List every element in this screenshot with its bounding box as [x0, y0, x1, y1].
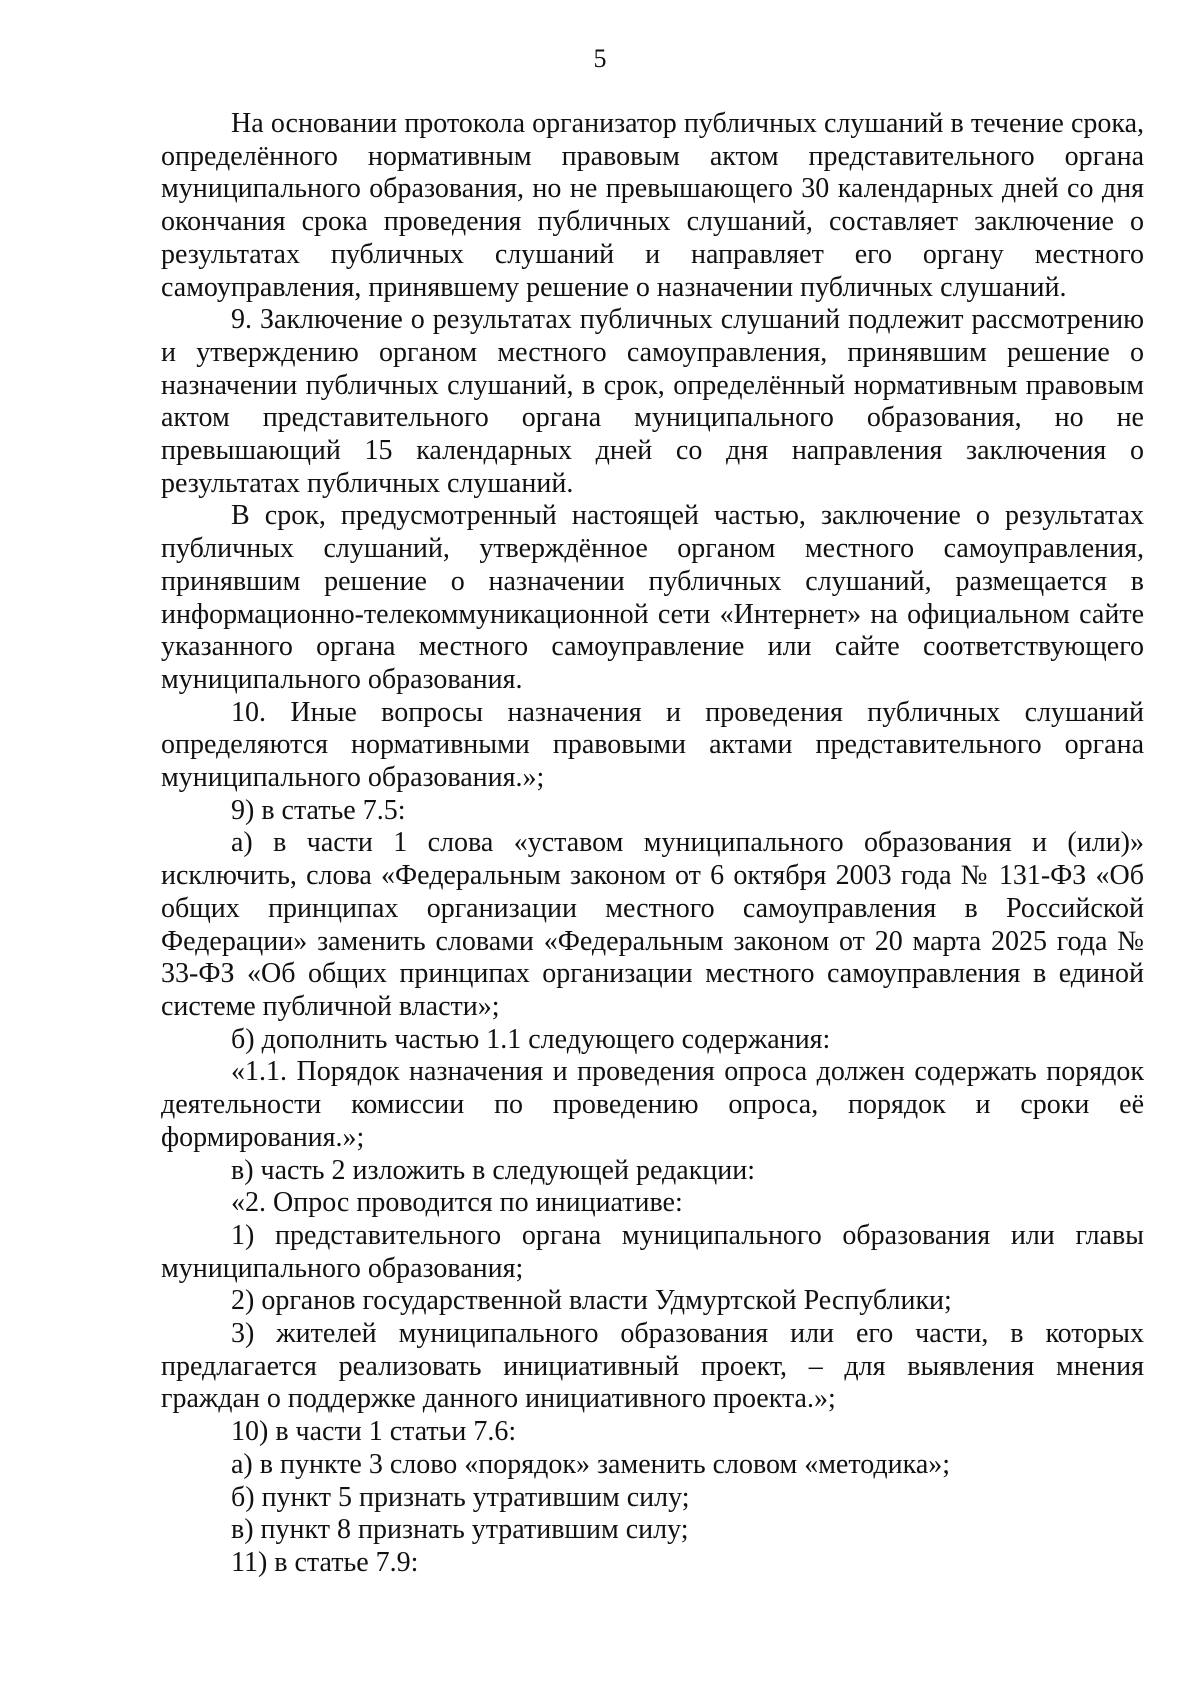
- paragraph-article-7-6-a: а) в пункте 3 слово «порядок» заменить словом «методика»;: [231, 1448, 951, 1480]
- paragraph-part-2-item-2: 2) органов государственной власти Удмуртской Республики;: [231, 1285, 952, 1317]
- paragraph-article-7-6: 10) в части 1 статьи 7.6:: [231, 1416, 517, 1448]
- paragraph-article-7-5: 9) в статье 7.5:: [231, 794, 406, 826]
- paragraph-article-7-5-b: б) дополнить частью 1.1 следующего содержания:: [231, 1023, 831, 1055]
- paragraph-part-2-item-1: 1) представительного органа муниципального образования или главы муниципального образования;: [161, 1219, 1144, 1284]
- paragraph-part-1-1: «1.1. Порядок назначения и проведения опроса должен содержать порядок деятельности комиссии по проведению опроса, порядок и сроки её формирования.»;: [161, 1056, 1144, 1153]
- paragraph-article-7-5-v: в) часть 2 изложить в следующей редакции:: [231, 1154, 756, 1186]
- paragraph-protocol-conclusion: На основании протокола организатор публичных слушаний в течение срока, определённого нормативным правовым актом представительного органа муниципального образования, но не превышающего 30 календарных дней со дня окончания срока проведения публичных слушаний, составляет заключение о результатах публичных слушаний и направляет его органу местного самоуправления, принявшему решение о назначении публичных слушаний.: [161, 108, 1144, 303]
- paragraph-part-2: «2. Опрос проводится по инициативе:: [231, 1187, 683, 1219]
- paragraph-item-9: 9. Заключение о результатах публичных слушаний подлежит рассмотрению и утверждению органом местного самоуправления, принявшим решение о назначении публичных слушаний, в срок, определённый нормативным правовым актом представительного органа муниципального образования, но не превышающий 15 календарных дней со дня направления заключения о результатах публичных слушаний.: [161, 304, 1144, 499]
- document-body: [161, 108, 1144, 1580]
- paragraph-article-7-6-b: б) пункт 5 признать утратившим силу;: [231, 1481, 690, 1513]
- paragraph-part-2-item-3: 3) жителей муниципального образования или его части, в которых предлагается реализовать инициативный проект, – для выявления мнения граждан о поддержке данного инициативного проекта.»;: [161, 1318, 1144, 1415]
- paragraph-item-10: 10. Иные вопросы назначения и проведения публичных слушаний определяются нормативными правовыми актами представительного органа муниципального образования.»;: [161, 696, 1144, 794]
- paragraph-publication-deadline: В срок, предусмотренный настоящей частью, заключение о результатах публичных слушаний, утверждённое органом местного самоуправления, принявшим решение о назначении публичных слушаний, размещается в информационно-телекоммуникационной сети «Интернет» на официальном сайте указанного органа местного самоуправление или сайте соответствующего муниципального образования.: [161, 500, 1144, 695]
- paragraph-article-7-5-a: а) в части 1 слова «уставом муниципального образования и (или)» исключить, слова «Федеральным законом от 6 октября 2003 года № 131-ФЗ «Об общих принципах организации местного самоуправления в Российской Федерации» заменить словами «Федеральным законом от 20 марта 2025 года № 33-ФЗ «Об общих принципах организации местного самоуправления в единой системе публичной власти»;: [161, 827, 1144, 1022]
- paragraph-article-7-9: 11) в статье 7.9:: [231, 1546, 419, 1578]
- page-number: 5: [593, 44, 607, 73]
- paragraph-article-7-6-v: в) пункт 8 признать утратившим силу;: [231, 1514, 689, 1546]
